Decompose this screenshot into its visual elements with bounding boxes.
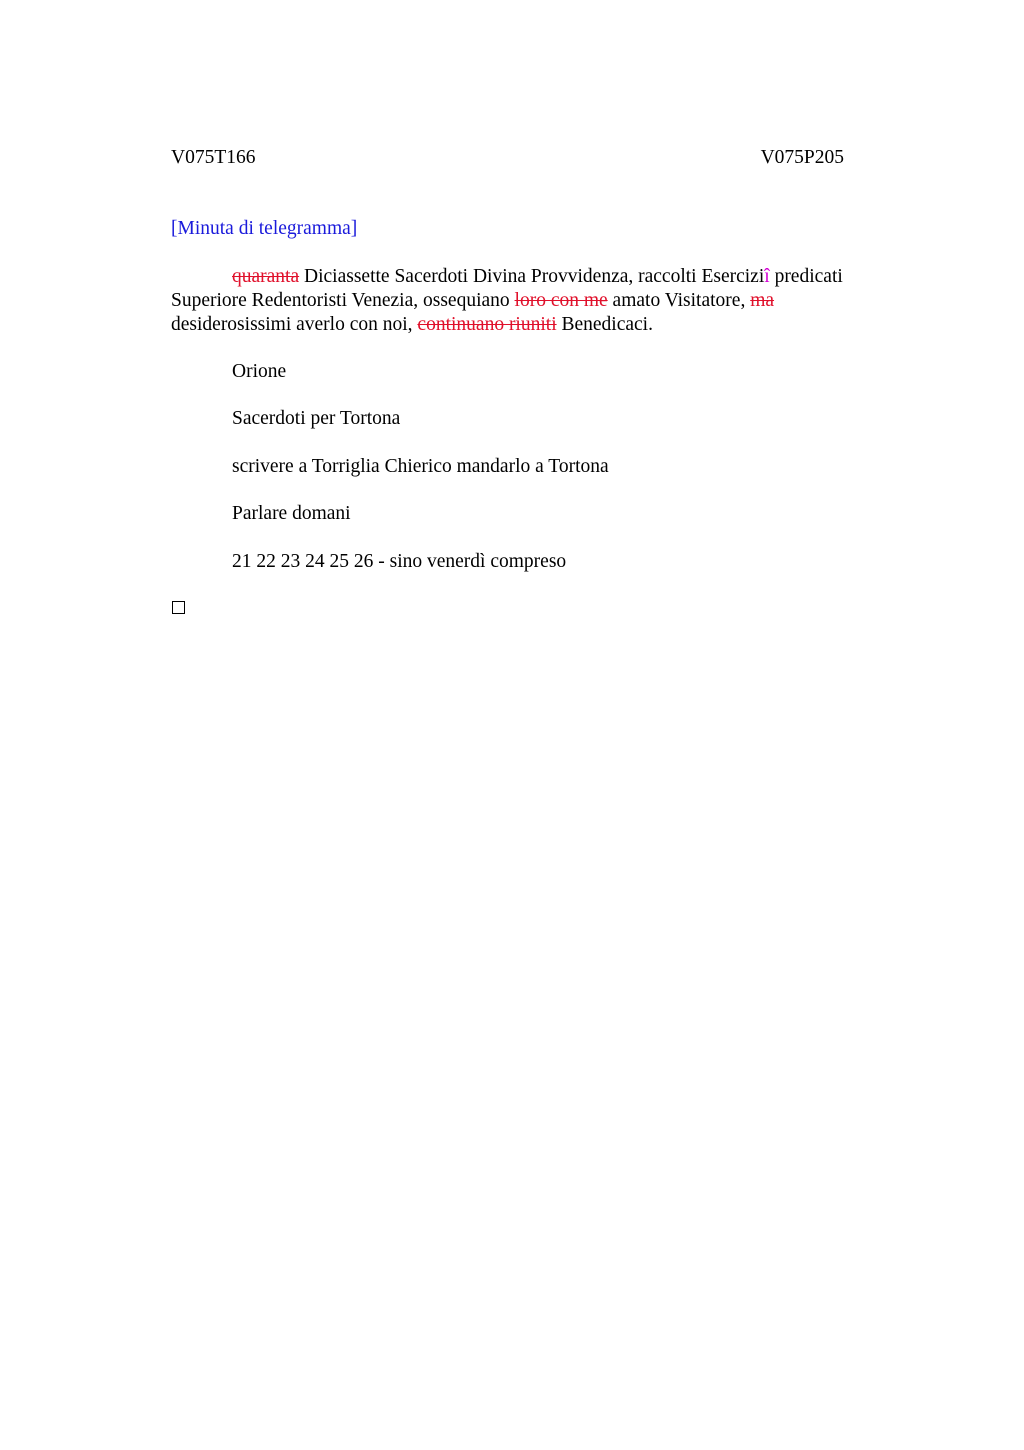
deleted-text: ma	[750, 290, 775, 311]
header-row	[171, 146, 844, 170]
telegram-paragraph	[171, 265, 877, 337]
end-square-icon	[172, 601, 185, 614]
paragraph-line-1	[171, 265, 877, 289]
paragraph-text: Benedicaci.	[556, 314, 653, 335]
note-line-1: Sacerdoti per Tortona	[232, 408, 401, 429]
deleted-text: quaranta	[232, 266, 300, 287]
deleted-text: continuano riuniti	[417, 314, 557, 335]
note-line-2: scrivere a Torriglia Chierico mandarlo a Tortona	[232, 456, 609, 477]
paragraph-text: Superiore Redentoristi Venezia, ossequiano	[171, 290, 515, 311]
paragraph-line-3	[171, 313, 877, 337]
document-code-right: V075P205	[760, 147, 844, 168]
paragraph-text: predicati	[769, 266, 843, 287]
document-code-left: V075T166	[171, 147, 256, 168]
paragraph-text: amato Visitatore,	[607, 290, 751, 311]
note-line-3: Parlare domani	[232, 503, 351, 524]
signature-line: Orione	[232, 361, 287, 382]
paragraph-text: Diciassette Sacerdoti Divina Provvidenza, raccolti Esercizi	[299, 266, 765, 287]
note-line-4: 21 22 23 24 25 26 - sino venerdì compreso	[232, 551, 567, 572]
inserted-text: î	[764, 266, 770, 287]
deleted-text: loro con me	[514, 290, 608, 311]
paragraph-line-2	[171, 289, 877, 313]
document-title: [Minuta di telegramma]	[171, 218, 358, 239]
paragraph-text: desiderosissimi averlo con noi,	[171, 314, 418, 335]
